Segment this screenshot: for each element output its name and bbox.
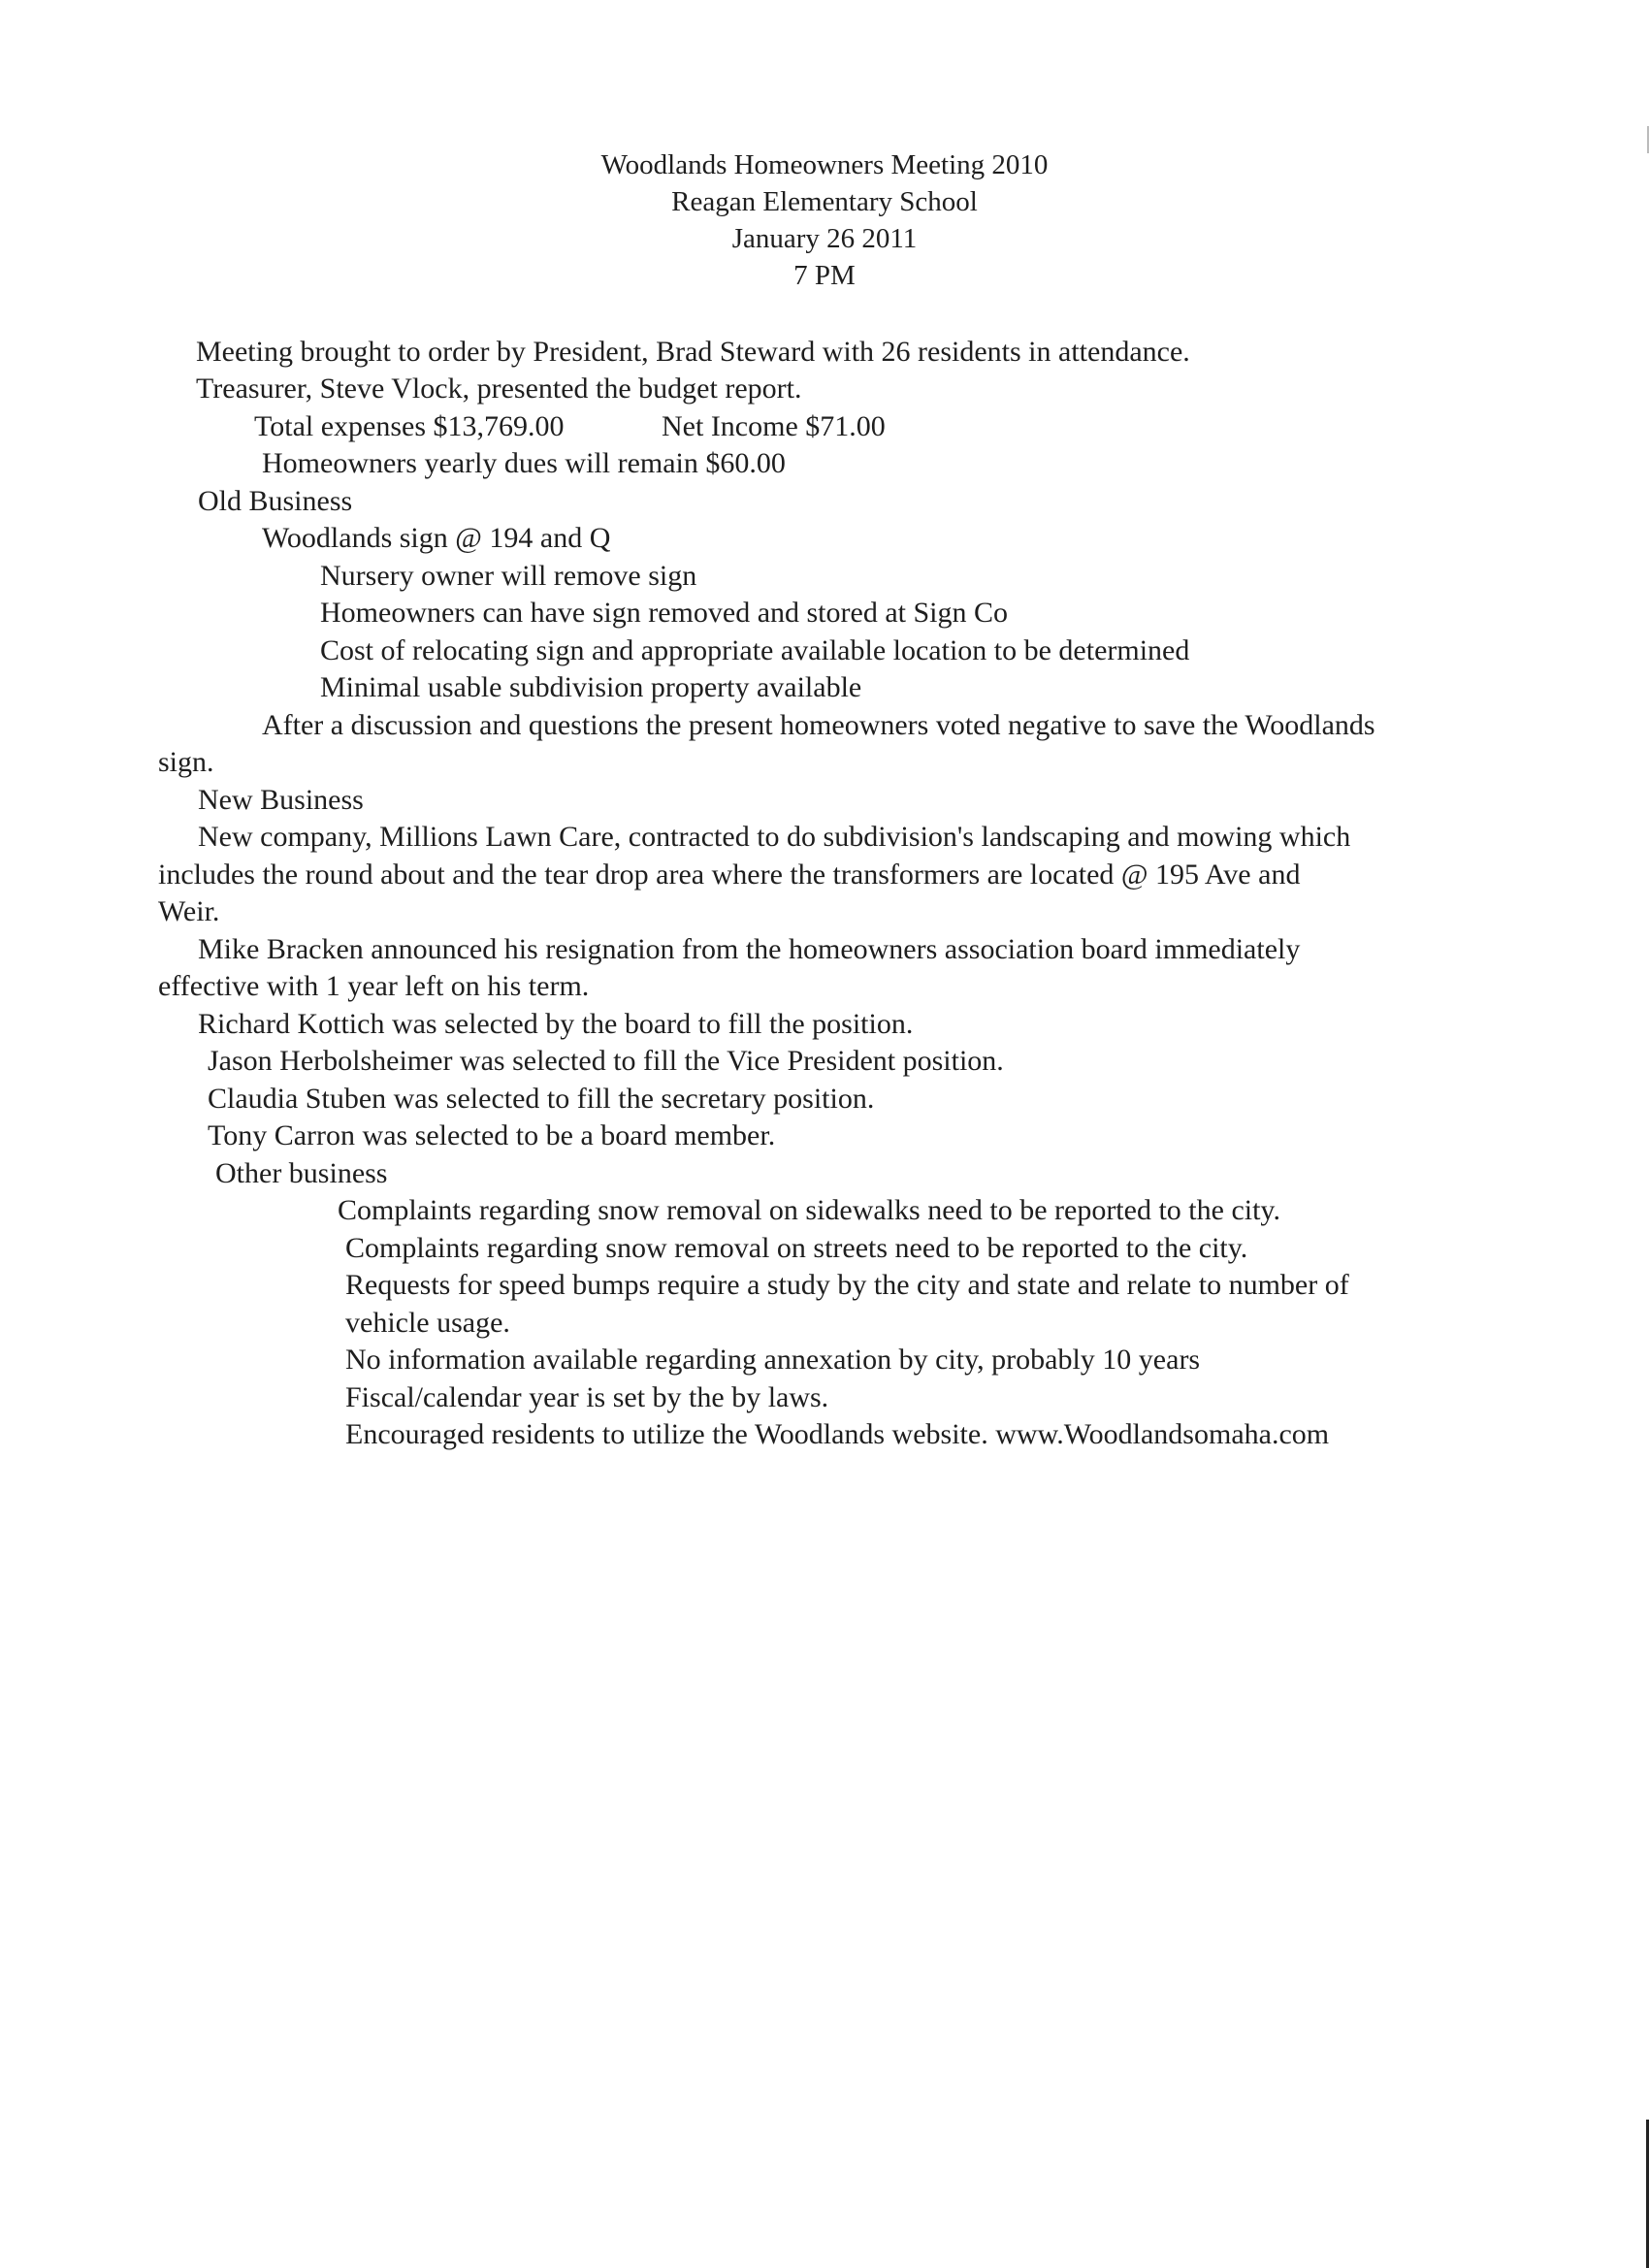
lawn-care-line: New company, Millions Lawn Care, contracted to do subdivision's landscaping and mowing which [198,821,1351,853]
meeting-title: Woodlands Homeowners Meeting 2010 [600,149,1049,180]
total-expenses: Total expenses $13,769.00 [254,410,565,442]
other-business-item: Complaints regarding snow removal on sidewalks need to be reported to the city. [338,1194,1280,1226]
old-business-heading: Old Business [198,485,353,517]
net-income: Net Income $71.00 [662,410,886,442]
call-to-order: Meeting brought to order by President, Brad Steward with 26 residents in attendance. [196,336,1190,368]
lawn-care-line: Weir. [158,895,220,927]
other-business-item: vehicle usage. [345,1307,510,1339]
sign-vote-line: sign. [158,746,214,778]
resignation-line: effective with 1 year left on his term. [158,970,590,1002]
document-header [0,146,1649,294]
resignation-line: Mike Bracken announced his resignation from the homeowners association board immediately [198,933,1301,965]
appointment-line: Claudia Stuben was selected to fill the secretary position. [208,1083,875,1115]
other-business-item: Complaints regarding snow removal on streets need to be reported to the city. [345,1232,1248,1264]
meeting-time: 7 PM [793,260,856,291]
appointment-line: Richard Kottich was selected by the board to fill the position. [198,1008,914,1040]
old-business-topic: Woodlands sign @ 194 and Q [262,522,611,554]
sign-vote-line: After a discussion and questions the present homeowners voted negative to save the Woodlands [262,709,1375,741]
website-line: Encouraged residents to utilize the Woodlands website. www.Woodlandsomaha.com [345,1418,1330,1450]
old-business-item: Nursery owner will remove sign [320,560,697,592]
other-business-item: Fiscal/calendar year is set by the by laws. [345,1381,829,1413]
appointment-line: Tony Carron was selected to be a board member. [208,1119,776,1151]
meeting-date: January 26 2011 [731,223,918,254]
treasurer-report: Treasurer, Steve Vlock, presented the budget report. [196,373,802,405]
appointment-line: Jason Herbolsheimer was selected to fill the Vice President position. [208,1045,1004,1077]
other-business-item: Requests for speed bumps require a study by the city and state and relate to number of [345,1269,1349,1301]
other-business-heading: Other business [215,1157,388,1189]
yearly-dues: Homeowners yearly dues will remain $60.00 [262,447,786,479]
new-business-heading: New Business [198,784,364,816]
lawn-care-line: includes the round about and the tear drop area where the transformers are located @ 195 Ave and [158,859,1301,891]
old-business-item: Minimal usable subdivision property available [320,671,862,703]
other-business-item: No information available regarding annexation by city, probably 10 years [345,1344,1201,1376]
meeting-location: Reagan Elementary School [671,186,978,217]
old-business-item: Homeowners can have sign removed and stored at Sign Co [320,597,1008,629]
old-business-item: Cost of relocating sign and appropriate available location to be determined [320,634,1190,666]
